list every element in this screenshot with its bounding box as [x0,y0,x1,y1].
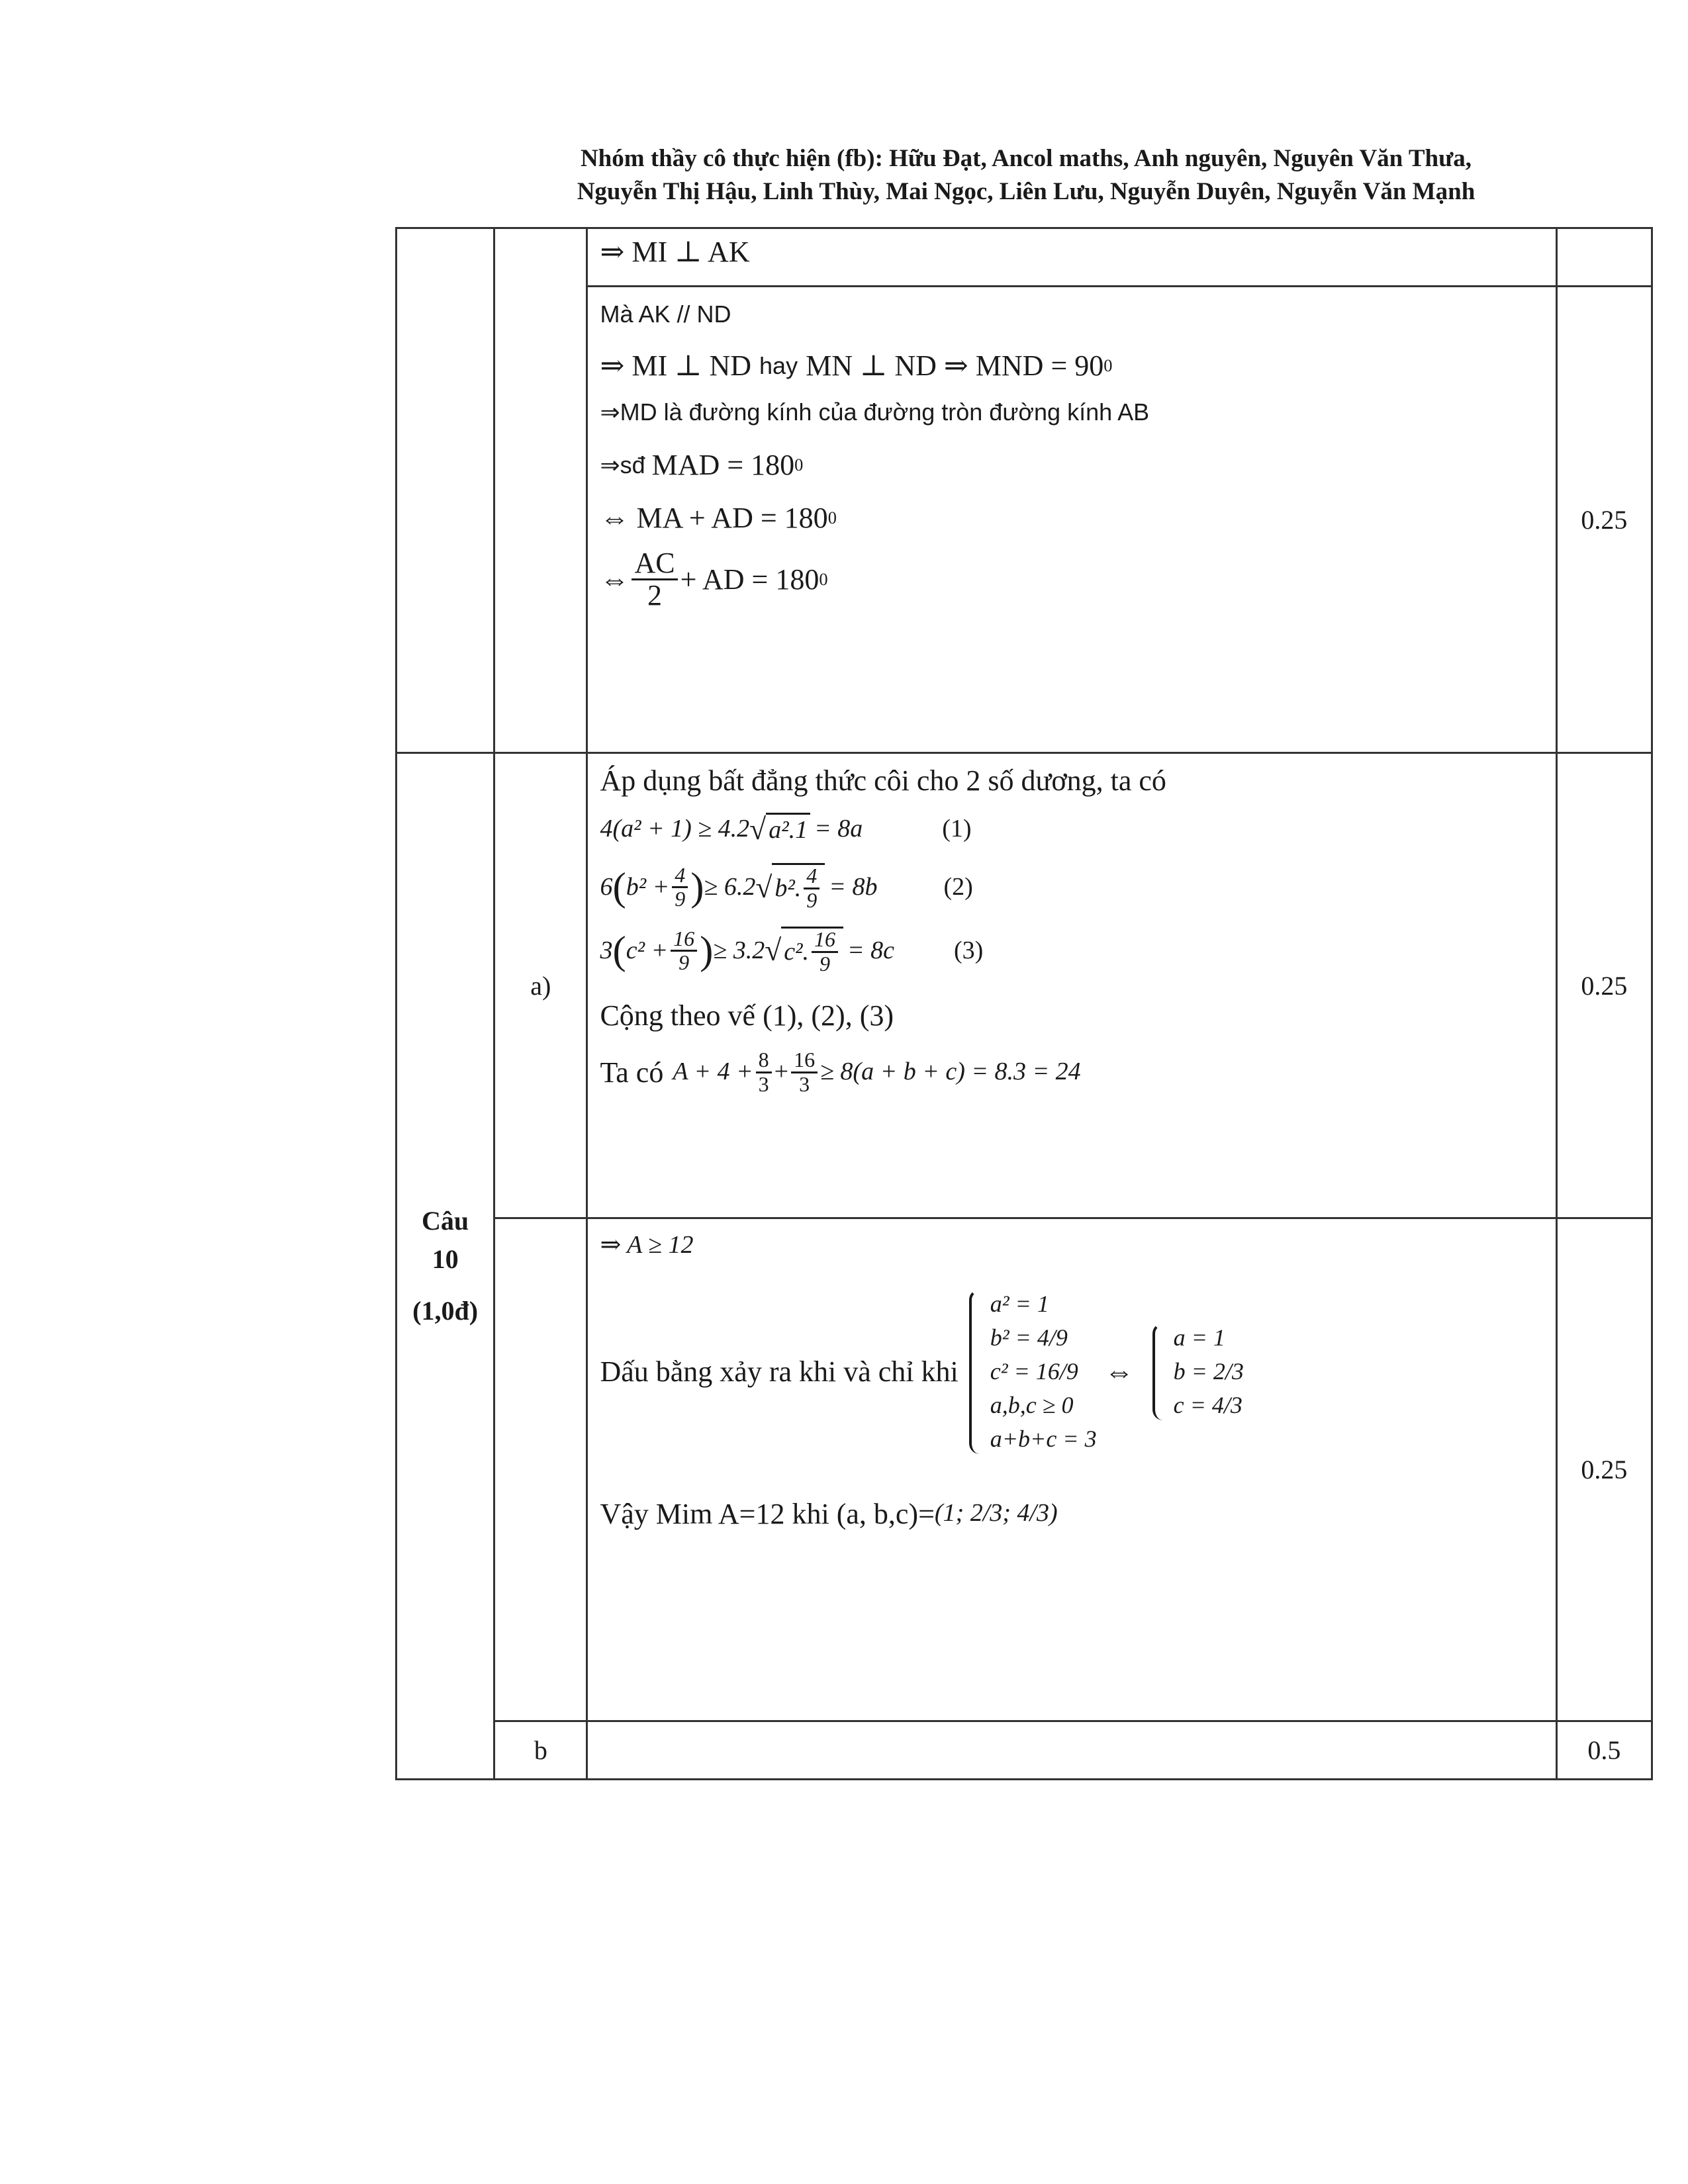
system-right: a = 1 b = 2/3 c = 4/3 [1152,1323,1244,1420]
fraction-ac-over-2: $\frac{AC}{2}$ [632,548,677,611]
score-cell: 0.25 [1556,287,1652,753]
part-b-label: b [494,1721,587,1780]
content-cell [587,228,1556,287]
solution-table [395,227,1653,1780]
row-equality-case [397,1218,1652,1721]
question-label-cell: Câu 10 (1,0đ) [397,753,494,1780]
row-mi-ak [397,228,1652,287]
header-line-2: Nguyễn Thị Hậu, Linh Thùy, Mai Ngọc, Liên Lưu, Nguyễn Duyên, Nguyễn Văn Mạnh [577,178,1476,205]
equation-1: 4(a² + 1) ≥ 4.2 √ a².1 = 8a (1) [600,811,972,846]
line-min-value: Vậy Mim A=12 khi (a, b,c)= (1; 2/3; 4/3) [600,1497,1058,1530]
content-cell [587,287,1556,753]
line-sum-sides: Cộng theo vế (1), (2), (3) [600,999,894,1032]
mi-perp-ak: ⇒ MI ⊥ AK [600,235,750,268]
score-cell: 0.25 [1556,753,1652,1218]
part-a-label: a) [494,753,587,1218]
line-arc-mad: ⇒sđ MAD = 180 0 [600,448,804,481]
score-cell: 0.25 [1556,1218,1652,1721]
line-equality-condition: Dấu bằng xảy ra khi và chỉ khi a² = 1 b² = 4/9 c² = 16/9 a,b,c ≥ 0 a+b+c = 3 ⇔ a = 1 b = 2/3 c = 4/3 [600,1289,1543,1454]
content-cell [587,753,1556,1218]
line-ta-co: Ta có A + 4 + $\frac{8}{3}$ + $\frac{16}{3}$ ≥ 8(a + b + c) = 8.3 = 24 [600,1047,1081,1096]
header-line-1: Nhóm thầy cô thực hiện (fb): Hữu Đạt, Ancol maths, Anh nguyên, Nguyên Văn Thưa, [580,145,1472,172]
line-md-diameter: ⇒MD là đường kính của đường tròn đường kính AB [600,398,1150,426]
line-apply-inequality: Áp dụng bất đẳng thức côi cho 2 số dương, ta có [600,764,1166,797]
line-ac-half: ⇔ $\frac{AC}{2}$ + AD = 180 0 [600,547,828,612]
page-header [397,142,1655,208]
line-ak-parallel-nd: Mà AK // ND [600,300,731,328]
row-part-a [397,753,1652,1218]
content-cell [587,1218,1556,1721]
line-a-ge-12: ⇒ A ≥ 12 [600,1231,694,1259]
row-part-b [397,1721,1652,1780]
equation-3: 3 ( c² + $\frac{16}{9}$ ) ≥ 3.2 √ c². $\frac{16}{9}$ = 8c (3) [600,926,984,976]
equation-2: 6 ( b² + $\frac{4}{9}$ ) ≥ 6.2 √ b². $\frac{4}{9}$ = 8b (2) [600,862,973,912]
line-mi-perp-nd: ⇒ MI ⊥ ND hay MN ⊥ ND ⇒ MND = 90 0 [600,349,1113,382]
line-ma-plus-ad: ⇔ MA + AD = 180 0 [600,501,837,534]
score-cell: 0.5 [1556,1721,1652,1780]
system-left: a² = 1 b² = 4/9 c² = 16/9 a,b,c ≥ 0 a+b+c = 3 [969,1289,1097,1454]
